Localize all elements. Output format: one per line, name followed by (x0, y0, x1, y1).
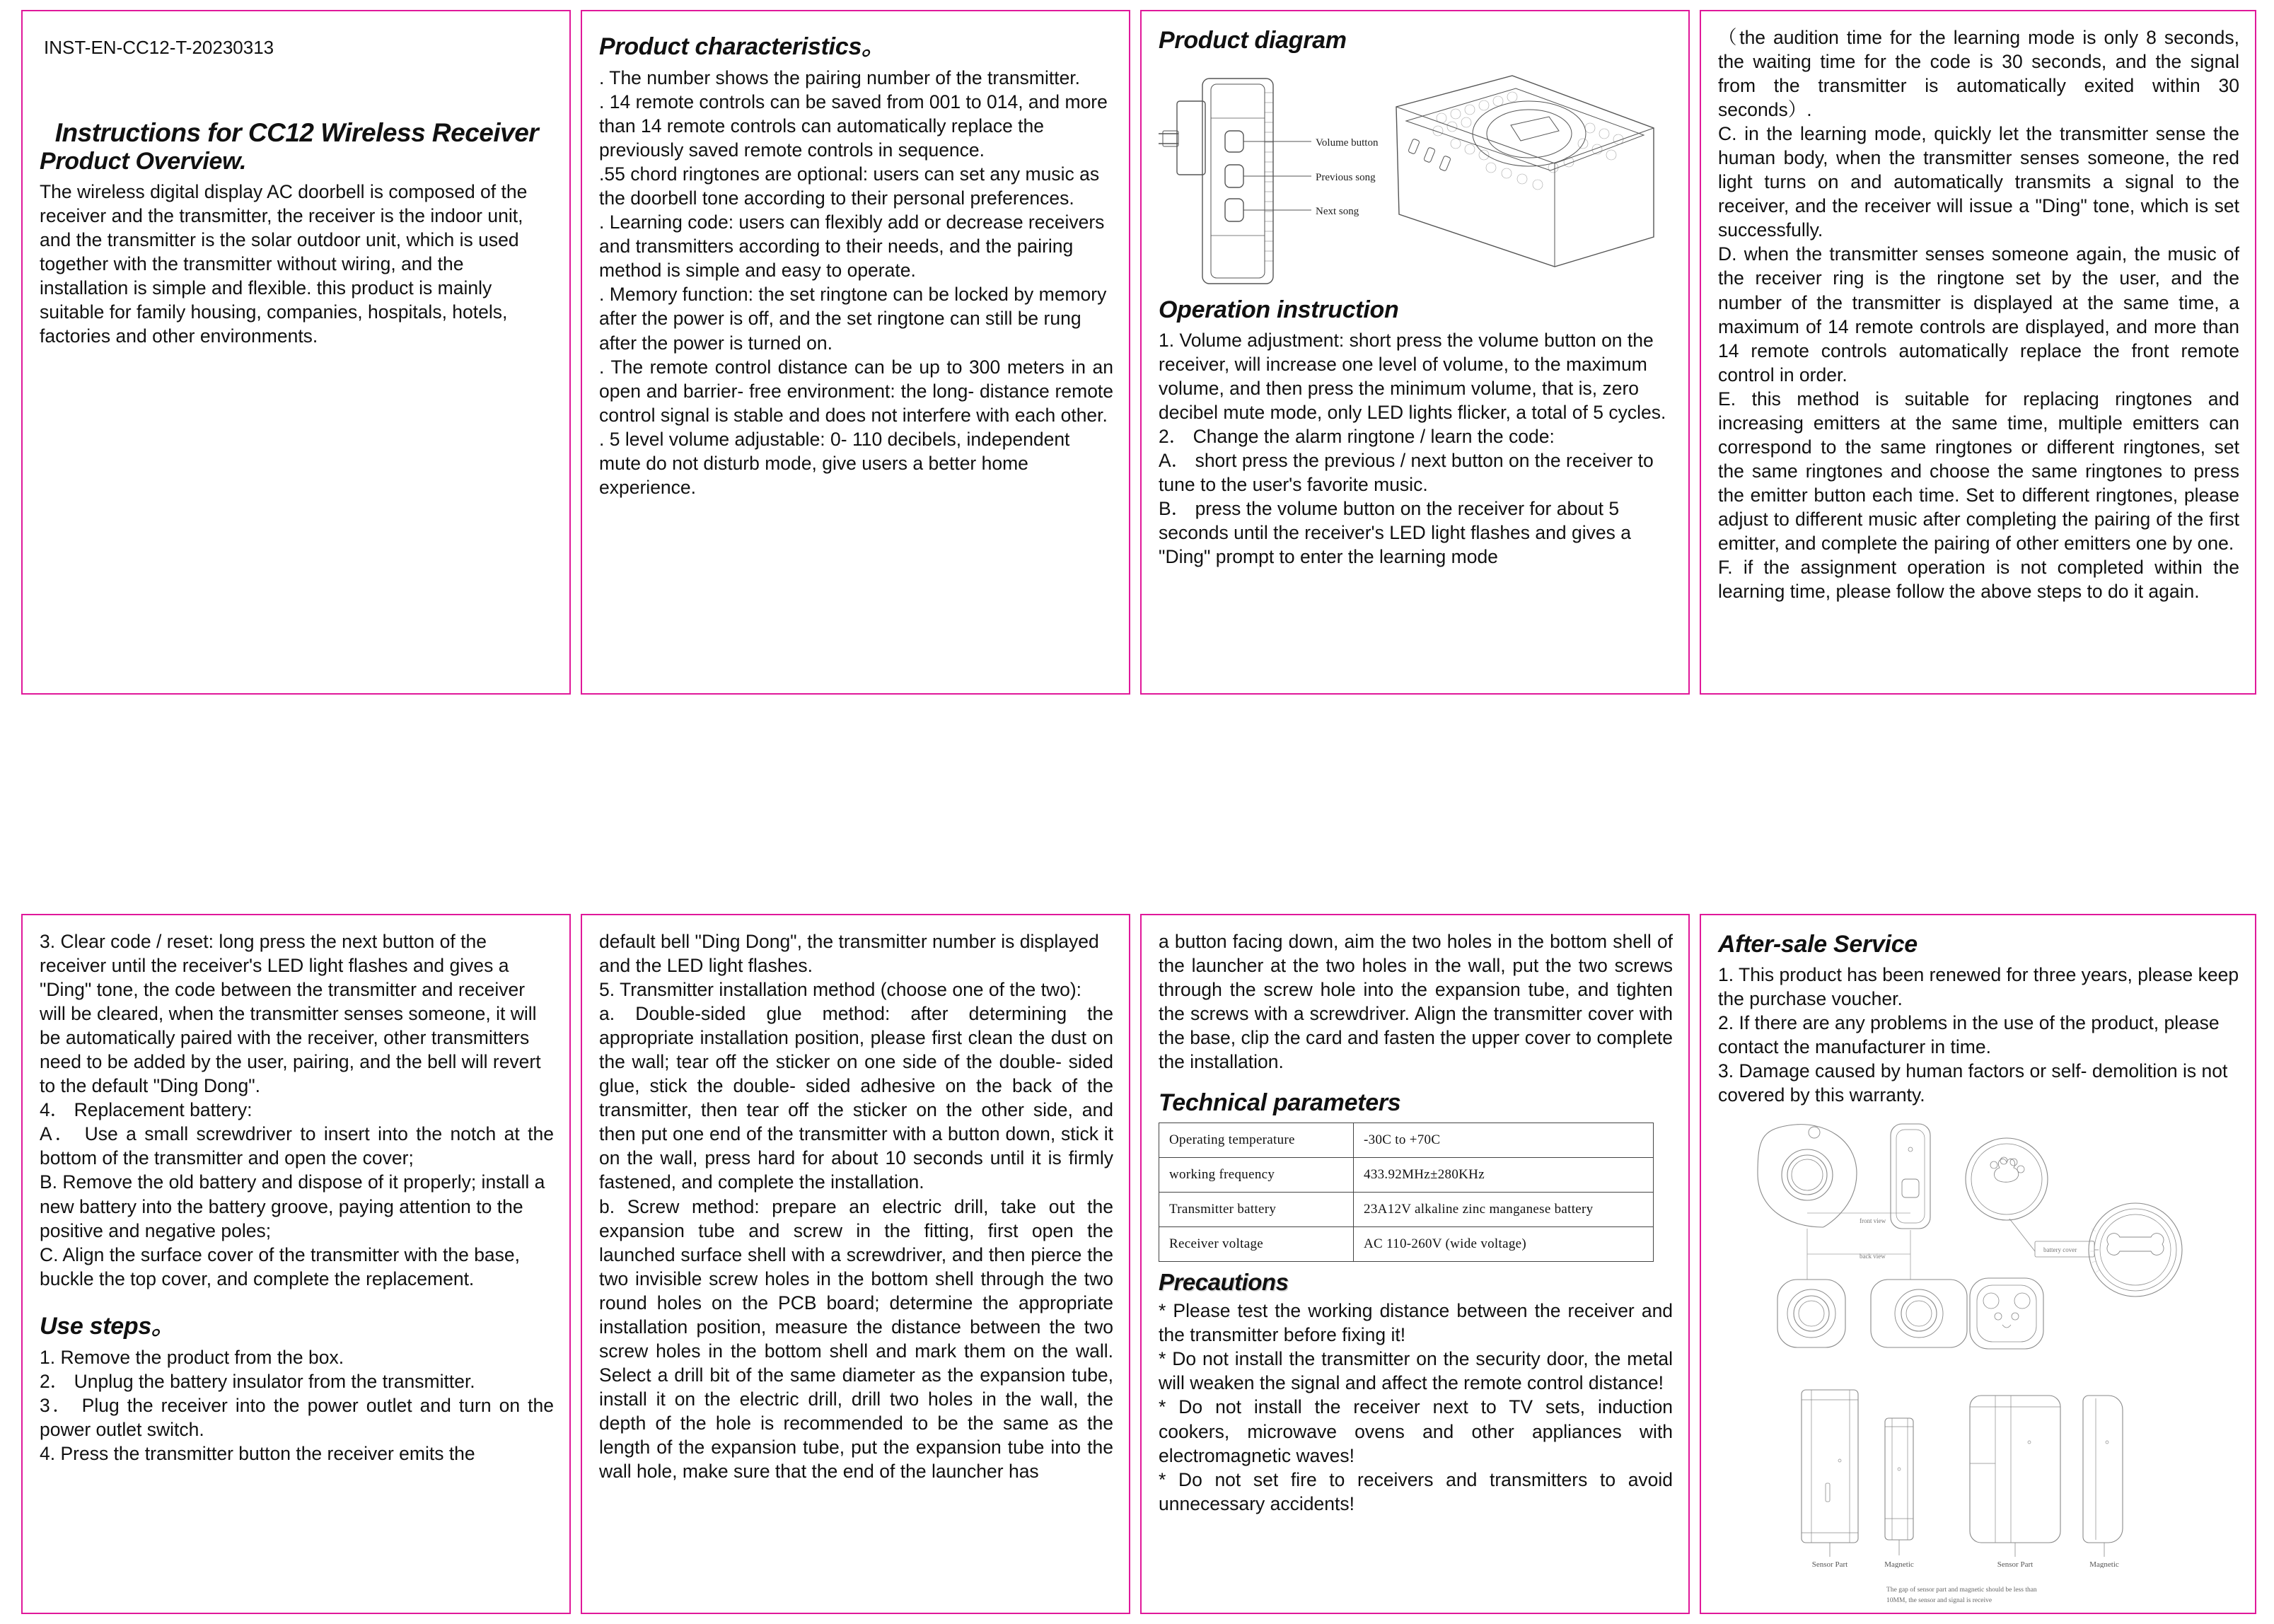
product-overview-text: The wireless digital display AC doorbell is composed of the receiver and the transmitter, the receiver is the indoor unit, and the transmitter is the solar outdoor unit, which is used together with the transmitter without wiring, and the installation is simple and flexible. this product is mainly suitable for family housing, companies, hospitals, hotels, factories and other environments. (40, 181, 528, 347)
table-row (1159, 1193, 1654, 1227)
label-magnetic-2: Magnetic (2089, 1560, 2119, 1569)
characteristic-item: . The number shows the pairing number of the transmitter. (599, 67, 1081, 88)
receiver-buttons (1225, 131, 1243, 221)
technical-parameters-table (1159, 1123, 1654, 1262)
usestep-item: 1. Remove the product from the box. (40, 1346, 344, 1368)
label-front-view: front view (1860, 1217, 1886, 1225)
aftersale-item: 2. If there are any problems in the use of the product, please contact the manufacturer in time. (1718, 1012, 2220, 1058)
operation-item: 1. Volume adjustment: short press the volume button on the receiver, will increase one level of volume, to the maximum volume, and then press the minimum volume, that is, zero decibel mute mode, only LED lights flicker, a total of 5 cycles. (1159, 330, 1666, 424)
table-cell-value: -30C to +70C (1354, 1123, 1654, 1158)
aftersale-item: 1. This product has been renewed for three years, please keep the purchase voucher. (1718, 964, 2239, 1010)
install-item: a. Double-sided glue method: after determining the appropriate installation position, please first clean the dust on the wall; tear off the sticker on one side of the double- sided glue, stick the double- sided adhesive on the back of the transmitter, then tear off the sticker on the other side, and then put one end of the transmitter with a button down, stick it on the wall, press hard for about 10 seconds until it is firmly fastened, and complete the installation. (599, 1003, 1114, 1193)
bear-face-view (1970, 1278, 2043, 1349)
label-previous-song: Previous song (1316, 172, 1376, 183)
table-row (1159, 1158, 1654, 1193)
table-cell-key: working frequency (1159, 1158, 1354, 1193)
table-row (1159, 1227, 1654, 1262)
precaution-item: * Do not set fire to receivers and transmitters to avoid unnecessary accidents! (1159, 1468, 1673, 1514)
heading-use-steps: Use steps。 (40, 1312, 175, 1340)
paw-cover-view (1966, 1138, 2048, 1220)
label-magnetic: Magnetic (1884, 1560, 1914, 1569)
learning-item: C. in the learning mode, quickly let the transmitter sense the human body, when the transmitter senses someone, the red light turns on and automatically transmits a signal to the receiver, and the receiver will issue a "Ding" tone, which is set successfully. (1718, 123, 2240, 241)
transmitter-round-front (1871, 1280, 1967, 1347)
table-cell-key: Receiver voltage (1159, 1227, 1354, 1262)
table-cell-value: 433.92MHz±280KHz (1354, 1158, 1654, 1193)
heading-product-characteristics: Product characteristics。 (599, 33, 886, 60)
panel-overview (21, 10, 571, 695)
operation-item: B． press the volume button on the receiver for about 5 seconds until the receiver's LED light flashes and gives a "Ding" prompt to enter the learning mode (1159, 498, 1631, 568)
sensor-part-rounded (1970, 1396, 2060, 1557)
label-back-view: back view (1860, 1253, 1886, 1260)
table-cell-key: Transmitter battery (1159, 1193, 1354, 1227)
install-item: 5. Transmitter installation method (choose one of the two): (599, 979, 1082, 1001)
clearcode-item: 4． Replacement battery: (40, 1099, 253, 1121)
precaution-item: * Please test the working distance between the receiver and the transmitter before fixing it! (1159, 1300, 1673, 1346)
clearcode-item: B. Remove the old battery and dispose of it properly; install a new battery into the battery groove, paying attention to the positive and negative poles; (40, 1171, 545, 1241)
usestep-item: 4. Press the transmitter button the receiver emits the (40, 1442, 475, 1464)
heading-after-sale-service: After-sale Service (1718, 931, 1918, 958)
magnet-part-rounded (2083, 1396, 2123, 1557)
heading-product-diagram: Product diagram (1159, 27, 1347, 54)
label-battery-cover: battery cover (2043, 1246, 2077, 1254)
receiver-diagram (1159, 60, 1673, 294)
leader-lines (1243, 141, 1311, 210)
panel-clearcode-usesteps (21, 914, 571, 1614)
panel-technical-precautions (1140, 914, 1690, 1614)
table-cell-value: 23A12V alkaline zinc manganese battery (1354, 1193, 1654, 1227)
panel-diagram-operation (1140, 10, 1690, 695)
heading-product-overview: Product Overview. (40, 148, 247, 175)
learning-item: E. this method is suitable for replacing ringtones and increasing emitters at the same time, multiple emitters can correspond to the same ringtones or different ringtones, set the same ringtones and choose the same ringtones to press the emitter button each time. Set to different ringtones, please adjust to different music after completing the pairing of the first emitter, and complete the pairing of other emitters one by one. (1718, 388, 2240, 554)
clearcode-item: C. Align the surface cover of the transmitter with the base, buckle the top cover, and complete the replacement. (40, 1243, 521, 1289)
receiver-side-view (1159, 79, 1273, 284)
install-item: b. Screw method: prepare an electric drill, take out the expansion tube and screw in the fitting, first open the launched surface shell with a screwdriver, and then pierce the two invisible screw holes in the bottom shell through the two round holes on the PCB board; determine the appropriate installation position, measure the distance between the two screw holes in the bottom shell and mark them on the wall. Select a drill bit of the same diameter as the expansion tube, install it on the electric drill, drill two holes in the wall, the depth of the hole is recommended to be the same as the length of the expansion tube, put the expansion tube into the wall hole, make sure that the end of the launcher has (599, 1195, 1114, 1483)
panel-learning-mode (1700, 10, 2256, 695)
panel-characteristics (581, 10, 1130, 695)
learning-item: F. if the assignment operation is not completed within the learning time, please follow the above steps to do it again. (1718, 557, 2240, 603)
bottom-panel-row (21, 914, 2256, 1614)
bone-cover-view (2089, 1203, 2182, 1297)
table-row (1159, 1123, 1654, 1158)
sensor-gap-note: The gap of sensor part and magnetic should be less than 10MM, the sensor and signal is receive (1886, 1587, 2037, 1604)
sensor-part-large (1802, 1390, 1858, 1557)
label-volume-button: Volume button (1316, 137, 1379, 149)
page-title: Instructions for CC12 Wireless Receiver (54, 118, 539, 147)
characteristic-item: . 14 remote controls can be saved from 001 to 014, and more than 14 remote controls can automatically replace the previously saved remote controls in sequence. (599, 91, 1108, 161)
heading-technical-parameters: Technical parameters (1159, 1089, 1401, 1117)
precaution-item: * Do not install the transmitter on the security door, the metal will weaken the signal and affect the remote control distance! (1159, 1348, 1673, 1394)
magnet-part-small (1885, 1418, 1913, 1555)
characteristic-item: . The remote control distance can be up to 300 meters in an open and barrier- free environment: the long- distance remote control signal is stable and does not interfere with each other. (599, 356, 1114, 426)
operation-item: A． short press the previous / next button on the receiver to tune to the user's favorite music. (1159, 450, 1654, 496)
table-cell-value: AC 110-260V (wide voltage) (1354, 1227, 1654, 1262)
characteristic-item: . 5 level volume adjustable: 0- 110 decibels, independent mute do not disturb mode, give users a better home experience. (599, 428, 1070, 498)
learning-item: （the audition time for the learning mode is only 8 seconds, the waiting time for the code is 30 seconds, and the signal from the transmitter is automatically exited within 30 seconds）. (1718, 27, 2240, 121)
characteristic-item: . Learning code: users can flexibly add or decrease receivers and transmitters according to their needs, and the pairing method is simple and easy to operate. (599, 211, 1105, 282)
panel-aftersale (1700, 914, 2256, 1614)
label-sensor-part-2: Sensor Part (1997, 1560, 2034, 1569)
clearcode-item: A． Use a small screwdriver to insert into the notch at the bottom of the transmitter and open the cover; (40, 1123, 555, 1169)
precaution-item: * Do not install the receiver next to TV sets, induction cookers, microwave ovens and other appliances with electromagnetic waves! (1159, 1396, 1673, 1466)
parts-diagram (1718, 1115, 2239, 1604)
operation-item: 2． Change the alarm ringtone / learn the code: (1159, 426, 1555, 448)
receiver-perspective-view (1396, 76, 1654, 267)
clearcode-item: 3. Clear code / reset: long press the next button of the receiver until the receiver's LED light flashes and gives a "Ding" tone, the code between the transmitter and receiver will be cleared, when the transmitter senses someone, it will be automatically paired with the receiver, other transmitters need to be added by the user, pairing, and the bell will revert to the default "Ding Dong". (40, 931, 541, 1097)
transmitter-oval-view (1758, 1125, 1857, 1227)
characteristic-item: . Memory function: the set ringtone can be locked by memory after the power is off, and the set ringtone can still be rung after the power is turned on. (599, 284, 1107, 354)
usestep-item: 3． Plug the receiver into the power outlet and turn on the power outlet switch. (40, 1394, 555, 1440)
install-continued-text: a button facing down, aim the two holes in the bottom shell of the launcher at the two holes in the wall, put the two screws through the screw hole into the expansion tube, and tighten the screws with a screwdriver. Align the transmitter cover with the base, clip the card and fasten the upper cover to complete the installation. (1159, 931, 1673, 1073)
transmitter-square-front (1777, 1280, 1845, 1347)
table-cell-key: Operating temperature (1159, 1123, 1354, 1158)
heading-precautions: Precautions (1159, 1269, 1289, 1296)
document-code: INST-EN-CC12-T-20230313 (44, 37, 274, 58)
aftersale-item: 3. Damage caused by human factors or self- demolition is not covered by this warranty. (1718, 1060, 2228, 1106)
characteristic-item: .55 chord ringtones are optional: users can set any music as the doorbell tone according to their personal preferences. (599, 163, 1100, 209)
panel-installation (581, 914, 1130, 1614)
install-item: default bell "Ding Dong", the transmitter number is displayed and the LED light flashes. (599, 931, 1099, 977)
heading-operation-instruction: Operation instruction (1159, 296, 1399, 323)
top-panel-row (21, 10, 2256, 695)
usestep-item: 2． Unplug the battery insulator from the transmitter. (40, 1370, 475, 1392)
learning-item: D. when the transmitter senses someone again, the music of the receiver ring is the ringtone set by the user, and the number of the transmitter is displayed at the same time, a maximum of 14 remote controls are displayed, and more than 14 remote controls automatically replace the front remote control in order. (1718, 243, 2240, 385)
label-next-song: Next song (1316, 206, 1359, 217)
label-sensor-part: Sensor Part (1811, 1560, 1848, 1569)
